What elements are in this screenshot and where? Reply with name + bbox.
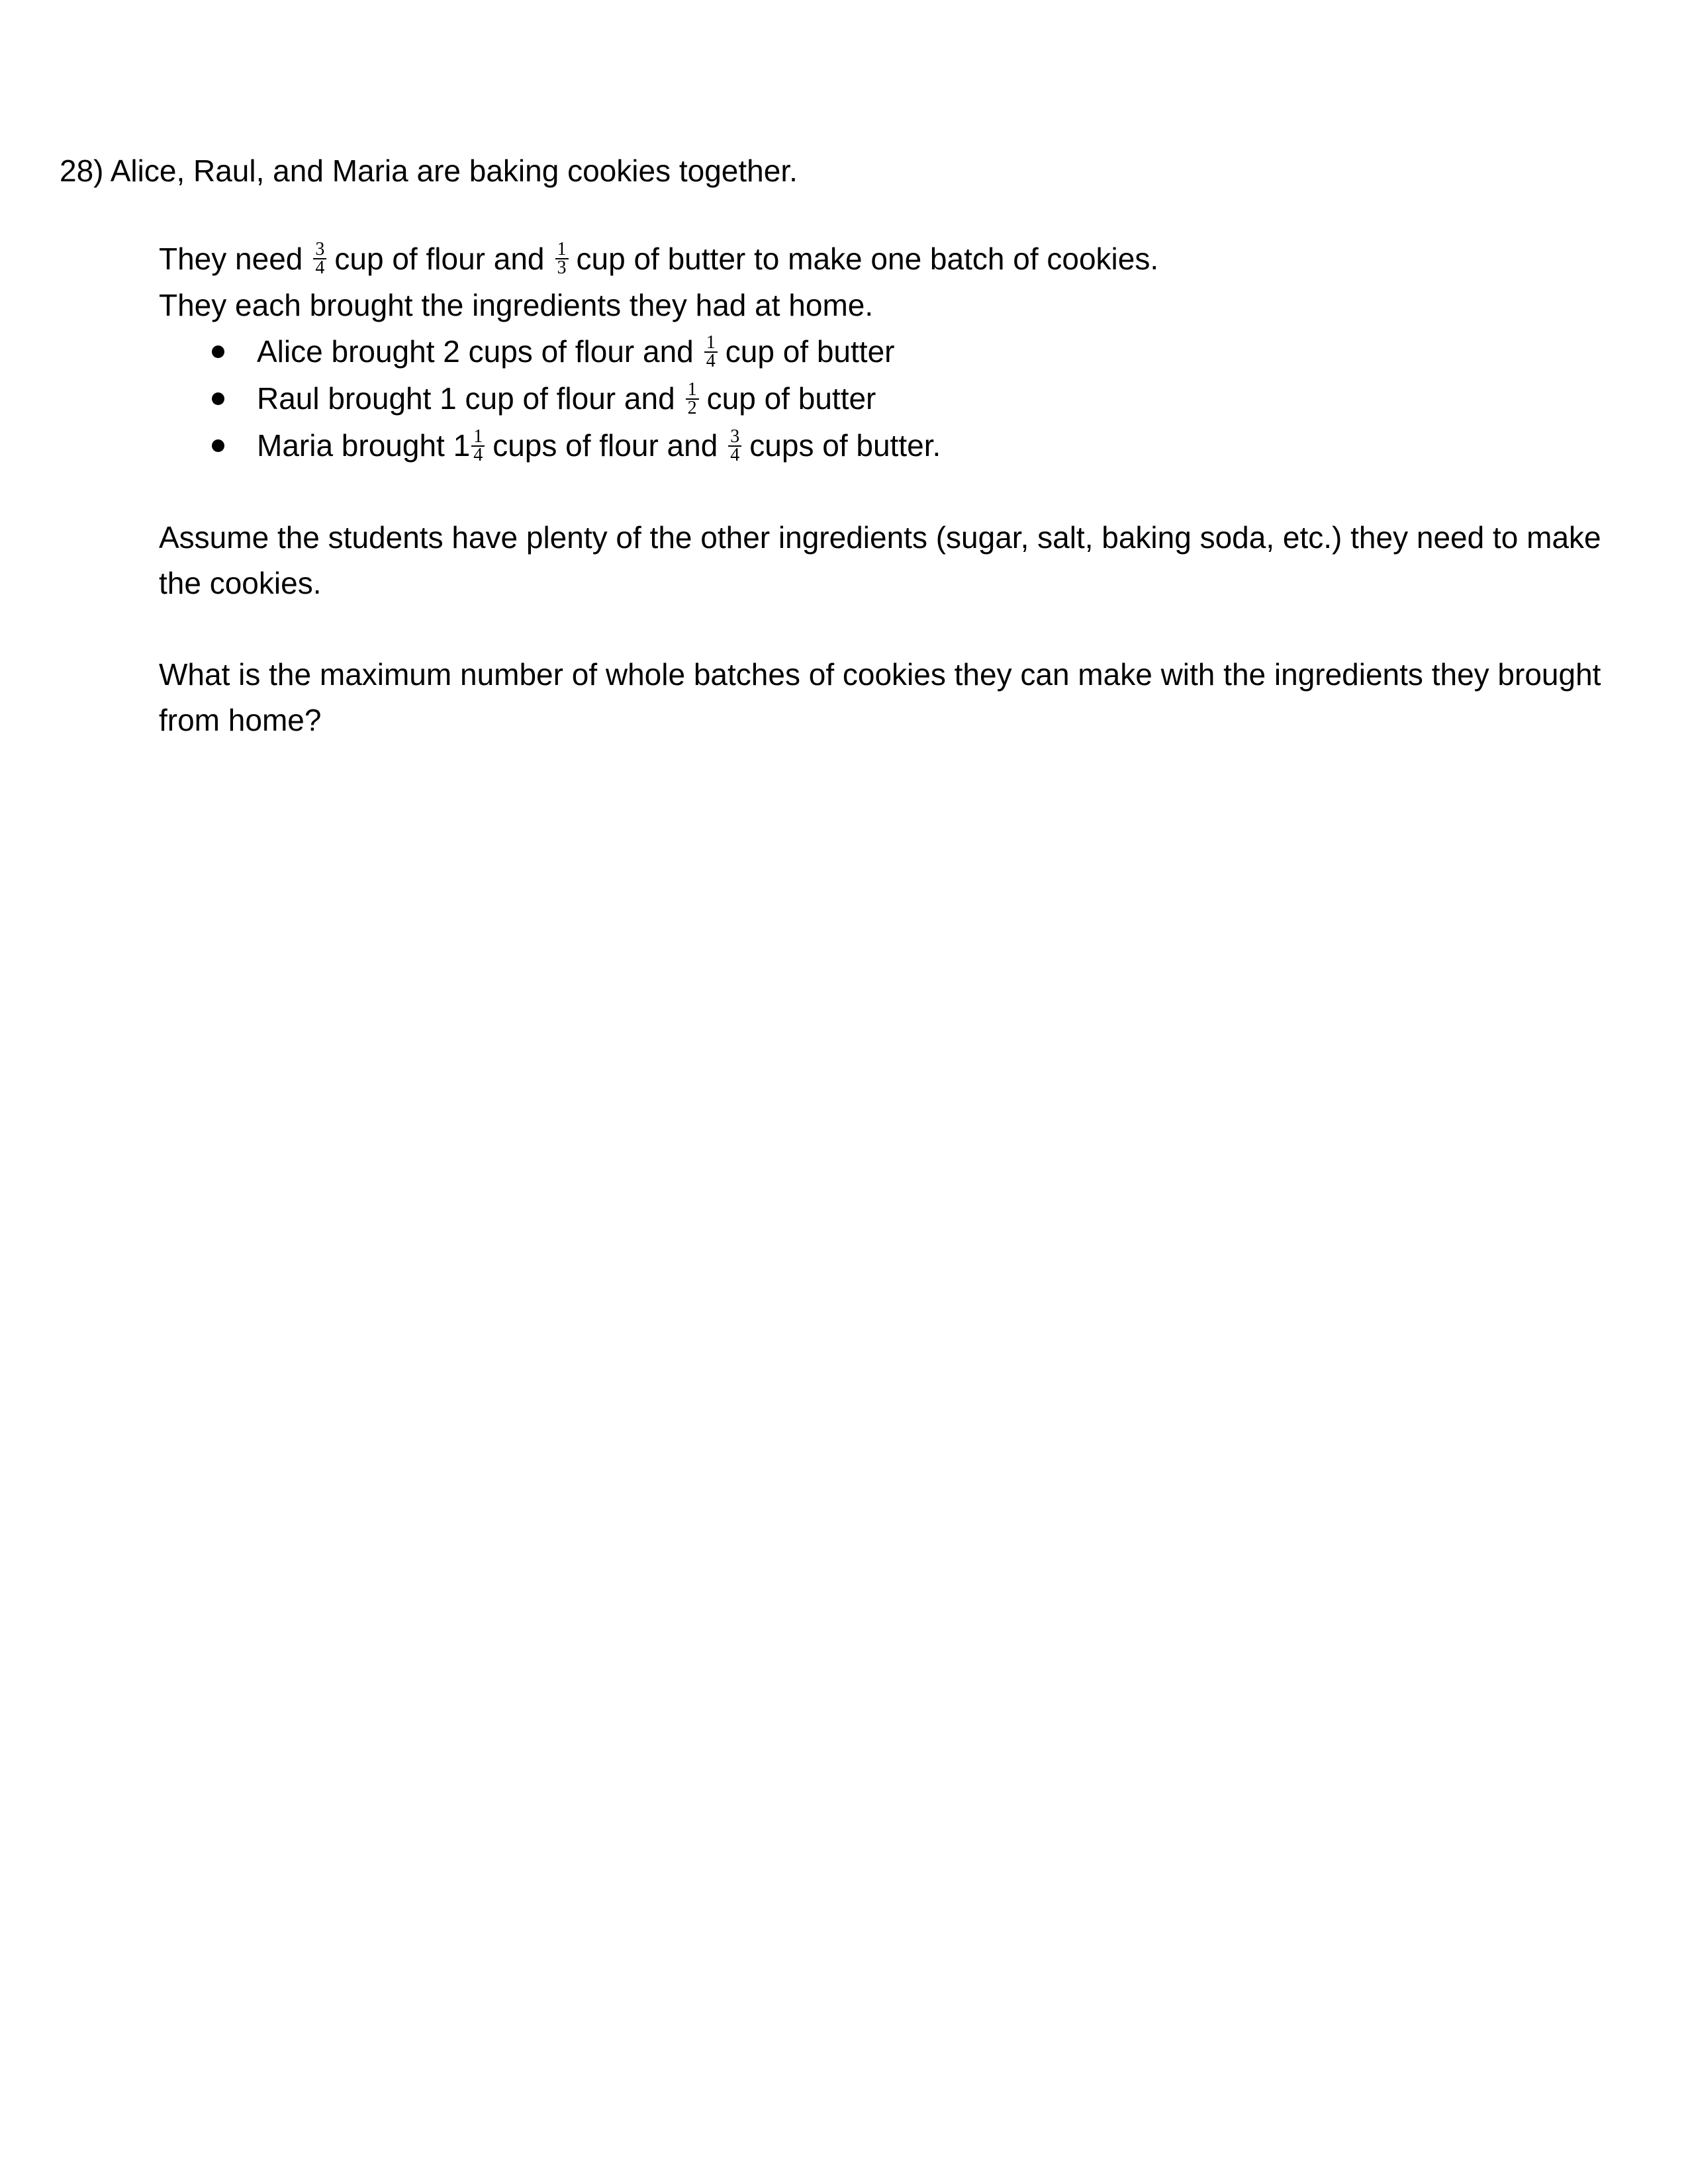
assumption-paragraph: Assume the students have plenty of the other ingredients (sugar, salt, baking soda, etc.) they need to make the cookies. xyxy=(159,520,1601,600)
recipe-text-2: cup of flour and xyxy=(334,242,545,276)
bullet-icon xyxy=(212,439,224,452)
alice-text-after: cup of butter xyxy=(725,334,895,369)
raul-butter-fraction xyxy=(686,381,699,417)
recipe-text-1: They need xyxy=(159,242,303,276)
fraction-numerator: 1 xyxy=(555,241,569,259)
recipe-line xyxy=(159,236,1615,282)
raul-text-after: cup of butter xyxy=(706,381,876,416)
final-question: What is the maximum number of whole batches of cookies they can make with the ingredients they brought from home? xyxy=(159,657,1601,737)
question-header xyxy=(60,151,798,191)
list-item-maria xyxy=(159,422,1615,469)
fraction-denominator: 2 xyxy=(687,397,697,418)
fraction-numerator: 1 xyxy=(471,428,485,447)
butter-fraction xyxy=(555,241,569,277)
alice-text: Alice brought 2 cups of flour and xyxy=(257,334,694,369)
list-item-alice xyxy=(159,328,1615,375)
fraction-numerator: 3 xyxy=(728,428,741,447)
bullet-icon xyxy=(212,345,224,358)
alice-butter-fraction xyxy=(704,334,718,370)
raul-text: Raul brought 1 cup of flour and xyxy=(257,381,675,416)
fraction-numerator: 3 xyxy=(313,241,326,259)
list-item-raul xyxy=(159,375,1615,422)
maria-flour-fraction xyxy=(471,428,485,464)
maria-text-after: cups of butter. xyxy=(749,428,941,463)
fraction-denominator: 4 xyxy=(706,350,716,371)
brought-line: They each brought the ingredients they had at home. xyxy=(159,288,874,322)
recipe-text-3: cup of butter to make one batch of cookies. xyxy=(576,242,1159,276)
maria-butter-fraction xyxy=(728,428,741,464)
question-body xyxy=(159,236,1615,469)
fraction-denominator: 4 xyxy=(730,444,740,465)
flour-fraction xyxy=(313,241,326,277)
fraction-denominator: 4 xyxy=(315,257,325,278)
maria-text: Maria brought 1 xyxy=(257,428,471,463)
fraction-numerator: 1 xyxy=(686,381,699,400)
fraction-denominator: 3 xyxy=(557,257,567,278)
bullet-icon xyxy=(212,392,224,405)
question-number: 28) xyxy=(60,154,104,188)
fraction-numerator: 1 xyxy=(704,334,718,353)
fraction-denominator: 4 xyxy=(473,444,483,465)
question-intro: Alice, Raul, and Maria are baking cookies together. xyxy=(110,154,798,188)
maria-text-middle: cups of flour and xyxy=(492,428,718,463)
ingredient-list xyxy=(159,328,1615,469)
